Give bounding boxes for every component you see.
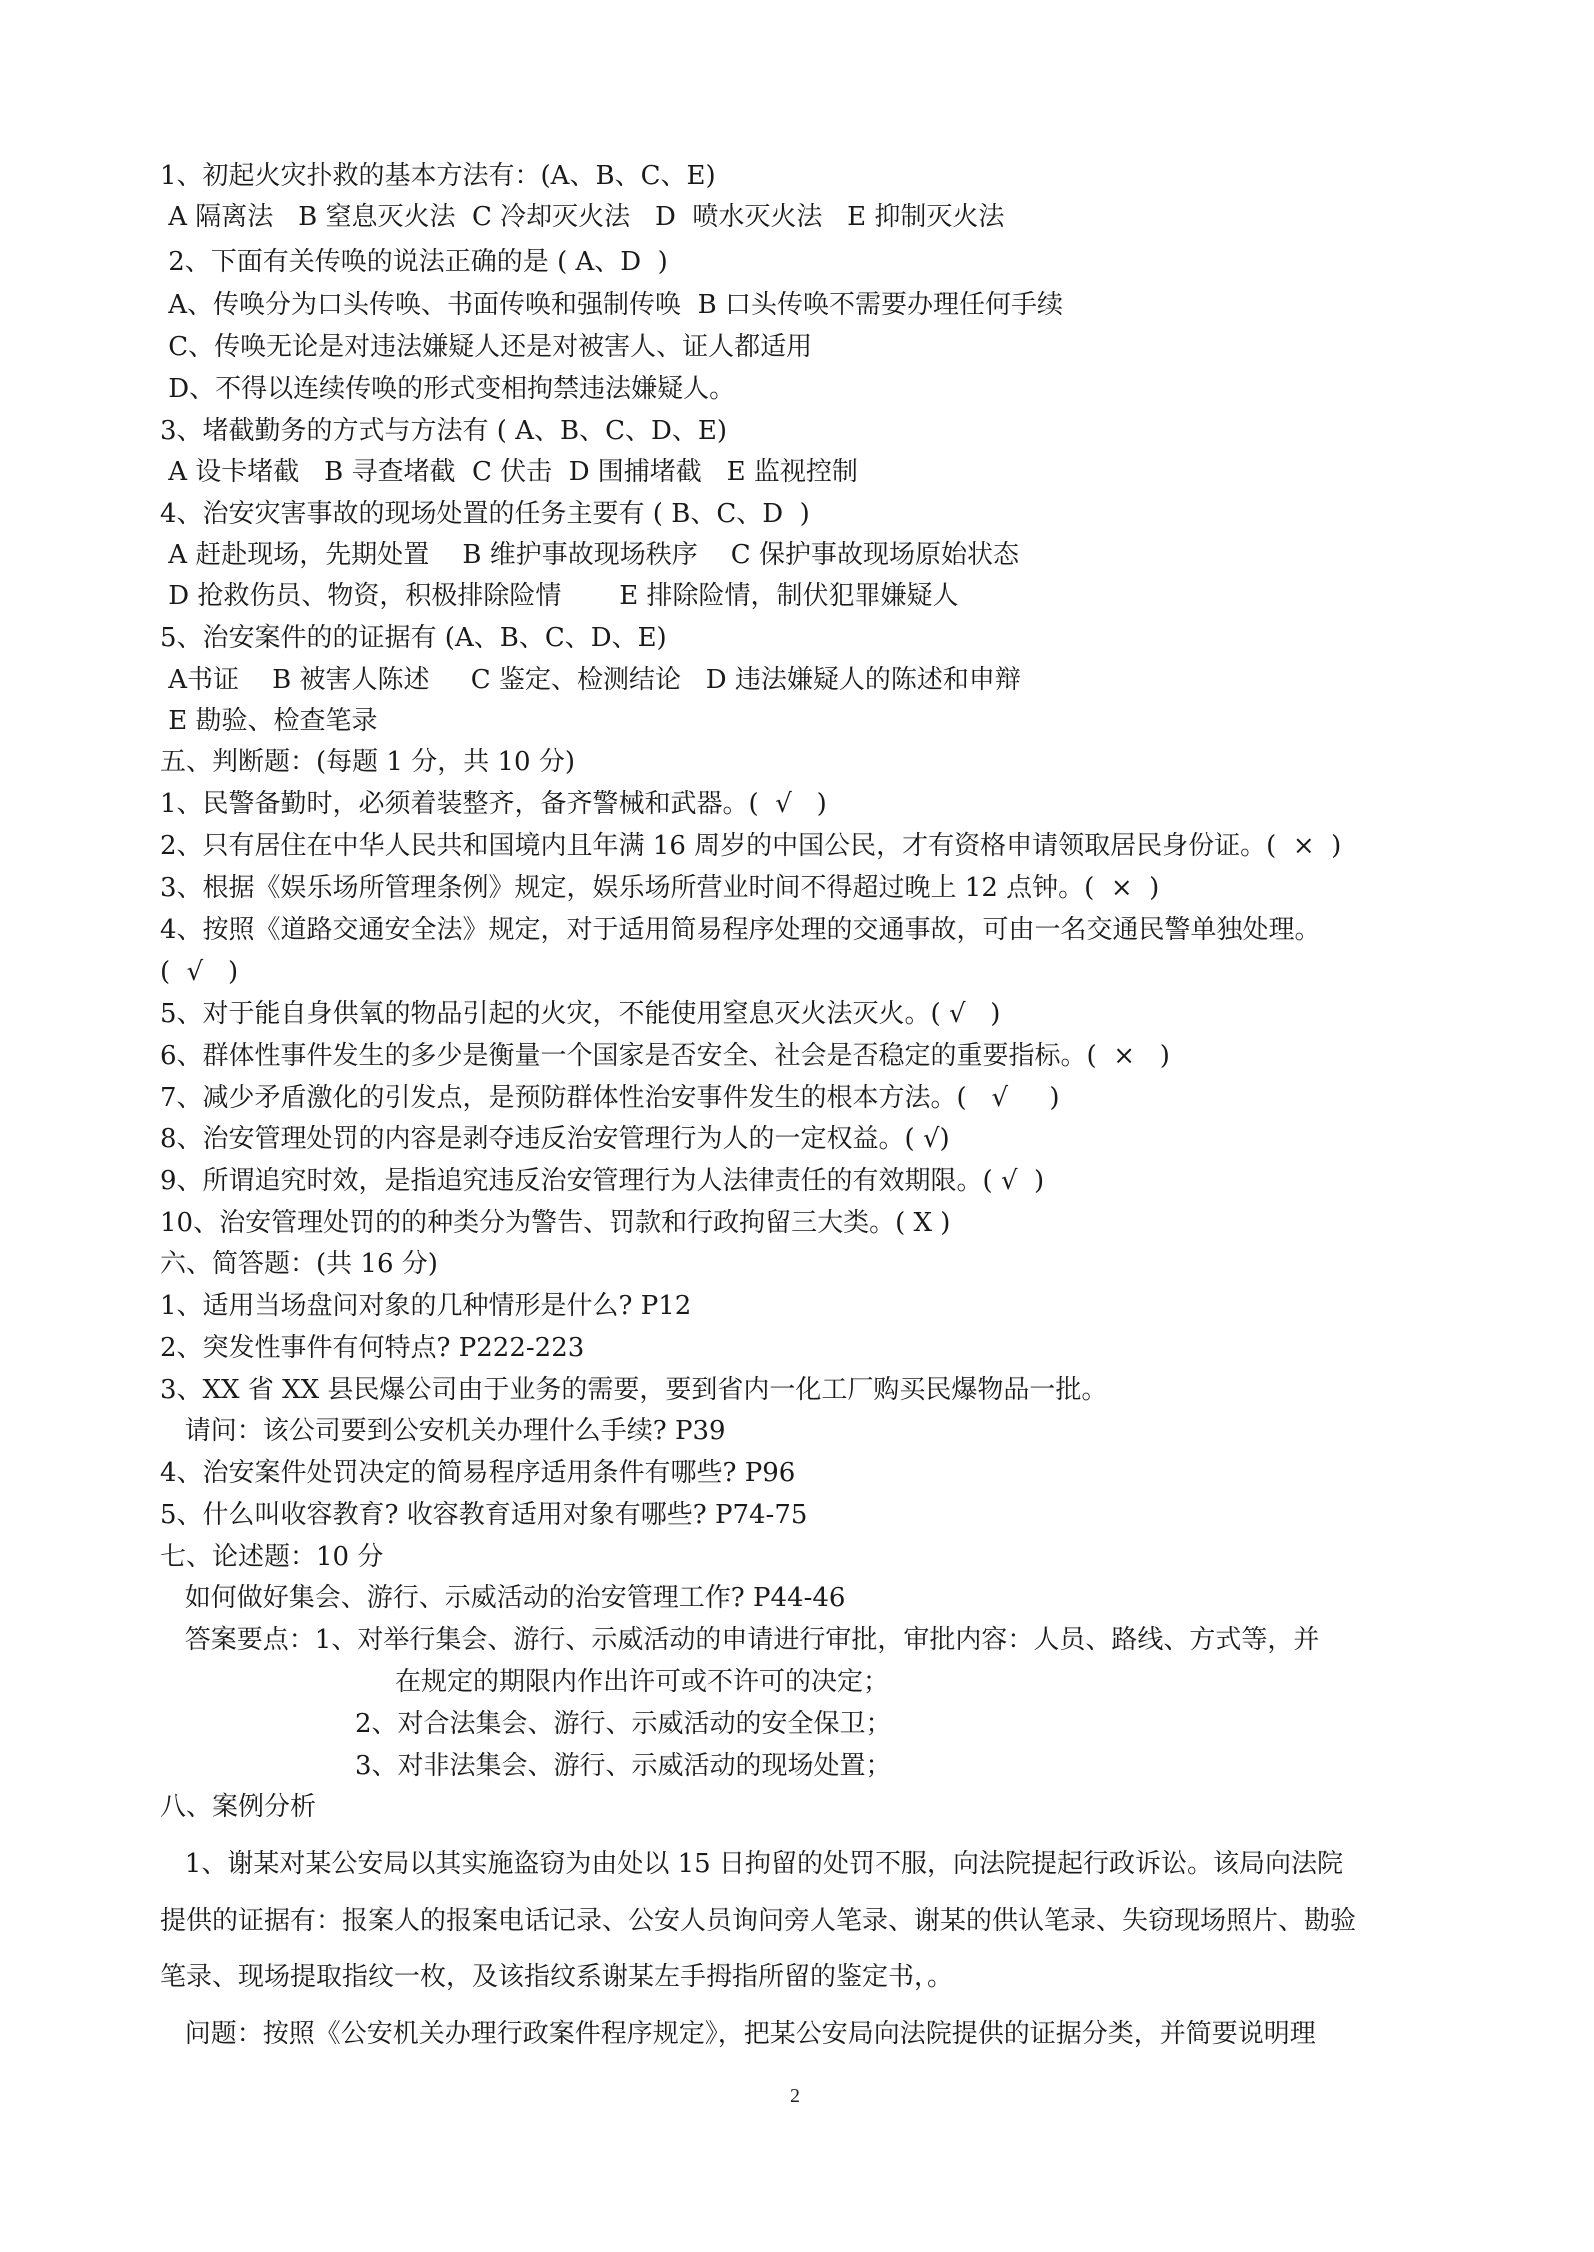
text-line: 5、什么叫收容教育? 收容教育适用对象有哪些? P74-75: [160, 1500, 808, 1530]
text-line: D 抢救伤员、物资，积极排除险情 E 排除险情，制伏犯罪嫌疑人: [160, 581, 959, 611]
text-line: 1、适用当场盘问对象的几种情形是什么? P12: [160, 1291, 692, 1321]
section-heading: 八、案例分析: [160, 1792, 317, 1822]
text-line: A 赶赴现场，先期处置 B 维护事故现场秩序 C 保护事故现场原始状态: [160, 540, 1019, 570]
text-line: 9、所谓追究时效，是指追究违反治安管理行为人法律责任的有效期限。( √ ): [160, 1166, 1045, 1196]
text-line: A 隔离法 B 窒息灭火法 C 冷却灭火法 D 喷水灭火法 E 抑制灭火法: [160, 202, 1005, 232]
text-line: ( √ ): [160, 957, 239, 987]
text-line: A 设卡堵截 B 寻查堵截 C 伏击 D 围捕堵截 E 监视控制: [160, 457, 858, 487]
section-heading: 六、简答题：(共 16 分): [160, 1249, 438, 1279]
text-line: 3、根据《娱乐场所管理条例》规定，娱乐场所营业时间不得超过晚上 12 点钟。( × ): [160, 873, 1160, 903]
text-line: 6、群体性事件发生的多少是衡量一个国家是否安全、社会是否稳定的重要指标。( × ): [160, 1041, 1170, 1071]
text-line: 4、治安案件处罚决定的简易程序适用条件有哪些? P96: [160, 1458, 796, 1488]
text-line: C、传唤无论是对违法嫌疑人还是对被害人、证人都适用: [160, 332, 813, 362]
text-line: 10、治安管理处罚的的种类分为警告、罚款和行政拘留三大类。( X ): [160, 1208, 951, 1238]
text-line: 提供的证据有：报案人的报案电话记录、公安人员询问旁人笔录、谢某的供认笔录、失窃现场照片、勘验: [160, 1906, 1357, 1936]
text-line: 1、谢某对某公安局以其实施盗窃为由处以 15 日拘留的处罚不服，向法院提起行政诉讼。该局向法院: [160, 1849, 1343, 1879]
text-line: 4、治安灾害事故的现场处置的任务主要有 ( B、C、D ): [160, 499, 810, 529]
section-heading: 七、论述题：10 分: [160, 1542, 384, 1572]
text-line: 7、减少矛盾激化的引发点，是预防群体性治安事件发生的根本方法。( √ ): [160, 1083, 1060, 1113]
text-line: 3、对非法集会、游行、示威活动的现场处置；: [355, 1751, 892, 1781]
text-line: 2、突发性事件有何特点? P222-223: [160, 1333, 585, 1363]
text-line: 5、治安案件的的证据有 (A、B、C、D、E): [160, 623, 667, 653]
text-line: 请问：该公司要到公安机关办理什么手续? P39: [160, 1416, 726, 1446]
text-line: 2、只有居住在中华人民共和国境内且年满 16 周岁的中国公民，才有资格申请领取居民身份证。( × ): [160, 831, 1342, 861]
text-line: 2、对合法集会、游行、示威活动的安全保卫；: [355, 1709, 892, 1739]
text-line: 2、下面有关传唤的说法正确的是 ( A、D ): [160, 247, 668, 277]
text-line: 问题：按照《公安机关办理行政案件程序规定》，把某公安局向法院提供的证据分类，并简要说明理: [160, 2019, 1316, 2049]
text-line: A、传唤分为口头传唤、书面传唤和强制传唤 B 口头传唤不需要办理任何手续: [160, 290, 1063, 320]
text-line: 3、XX 省 XX 县民爆公司由于业务的需要，要到省内一化工厂购买民爆物品一批。: [160, 1375, 1108, 1405]
text-line: D、不得以连续传唤的形式变相拘禁违法嫌疑人。: [160, 374, 736, 404]
text-line: E 勘验、检查笔录: [160, 706, 378, 736]
text-line: 答案要点：1、对举行集会、游行、示威活动的申请进行审批，审批内容：人员、路线、方式等，并: [160, 1625, 1320, 1655]
text-line: 在规定的期限内作出许可或不许可的决定；: [395, 1667, 890, 1697]
text-line: 5、对于能自身供氧的物品引起的火灾，不能使用窒息灭火法灭火。( √ ): [160, 999, 1001, 1029]
text-line: 3、堵截勤务的方式与方法有 ( A、B、C、D、E): [160, 416, 727, 446]
page-number: 2: [790, 2085, 800, 2107]
text-line: 笔录、现场提取指纹一枚，及该指纹系谢某左手拇指所留的鉴定书，。: [160, 1962, 954, 1992]
text-line: 1、民警备勤时，必须着装整齐，备齐警械和武器。( √ ): [160, 789, 827, 819]
text-line: 1、初起火灾扑救的基本方法有：(A、B、C、E): [160, 161, 716, 191]
text-line: 8、治安管理处罚的内容是剥夺违反治安管理行为人的一定权益。( √): [160, 1124, 950, 1154]
text-line: A书证 B 被害人陈述 C 鉴定、检测结论 D 违法嫌疑人的陈述和申辩: [160, 665, 1021, 695]
text-line: 如何做好集会、游行、示威活动的治安管理工作? P44-46: [160, 1583, 846, 1613]
section-heading: 五、判断题：(每题 1 分，共 10 分): [160, 747, 575, 777]
text-line: 4、按照《道路交通安全法》规定，对于适用简易程序处理的交通事故，可由一名交通民警单独处理。: [160, 915, 1321, 945]
